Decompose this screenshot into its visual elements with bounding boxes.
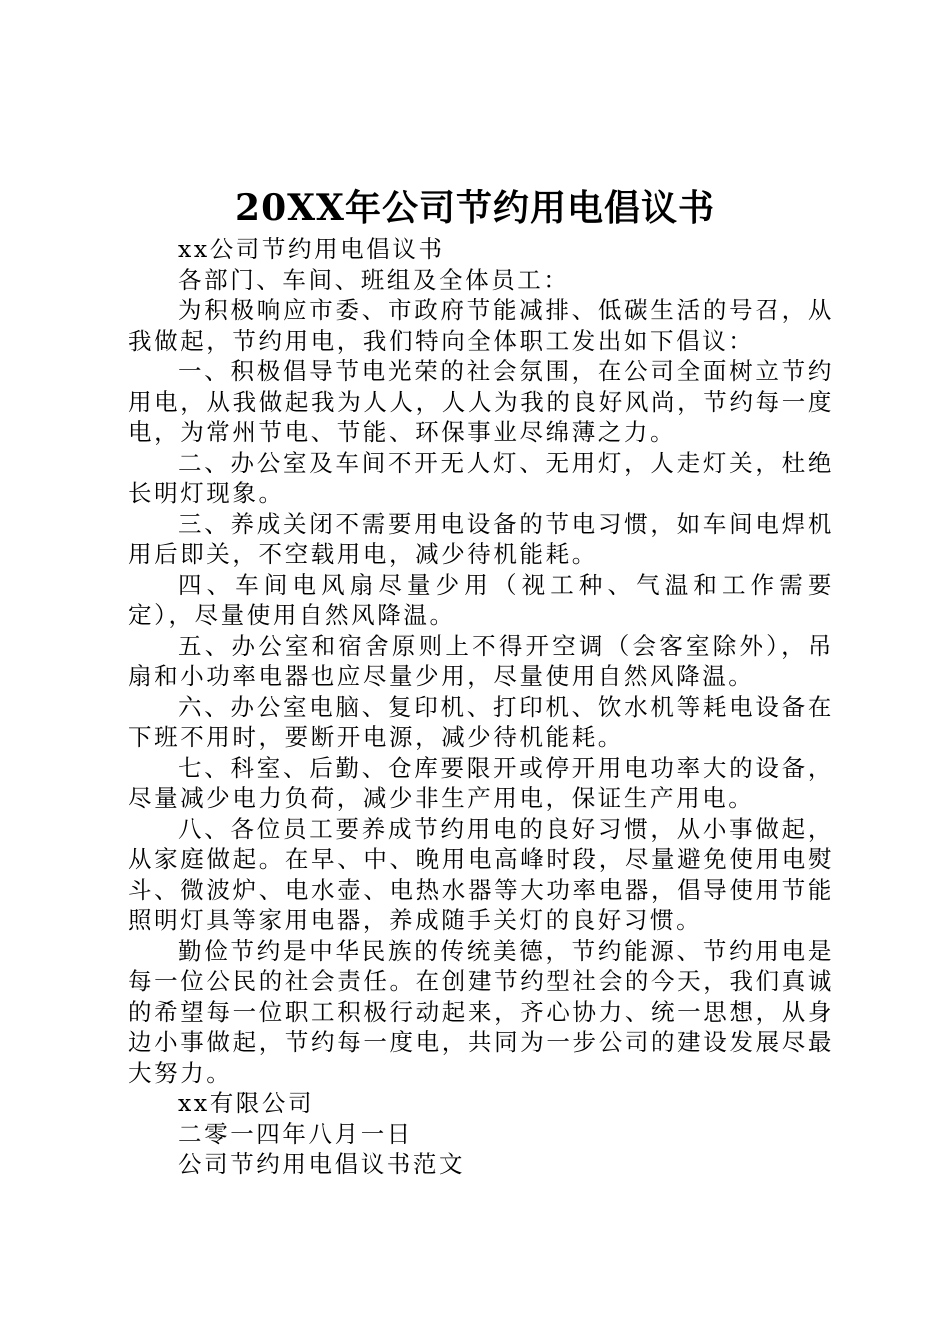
paragraph-sample-heading: 公司节约用电倡议书范文 <box>178 1150 466 1178</box>
document-title: 20XX年公司节约用电倡议书 <box>235 187 715 229</box>
paragraph-item-2: 二、办公室及车间不开无人灯、无用灯，人走灯关，杜绝长明灯现象。 <box>128 448 834 507</box>
paragraph-item-8: 八、各位员工要养成节约用电的良好习惯，从小事做起，从家庭做起。在早、中、晚用电高峰时段，尽量避免使用电熨斗、微波炉、电水壶、电热水器等大功率电器，倡导使用节能照明灯具等家用电器，养成随手关灯的良好习惯。 <box>128 814 834 934</box>
paragraph-salutation: 各部门、车间、班组及全体员工： <box>178 265 570 294</box>
paragraph-intro: 为积极响应市委、市政府节能减排、低碳生活的号召，从我做起，节约用电，我们特向全体职工发出如下倡议： <box>128 296 834 355</box>
paragraph-item-1: 一、积极倡导节电光荣的社会氛围，在公司全面树立节约用电，从我做起我为人人，人人为我的良好风尚，节约每一度电，为常州节电、节能、环保事业尽绵薄之力。 <box>128 357 834 446</box>
paragraph-item-7: 七、科室、后勤、仓库要限开或停开用电功率大的设备，尽量减少电力负荷，减少非生产用电，保证生产用电。 <box>128 753 834 812</box>
paragraph-item-3: 三、养成关闭不需要用电设备的节电习惯，如车间电焊机用后即关，不空载用电，减少待机能耗。 <box>128 509 834 568</box>
paragraph-item-4: 四、车间电风扇尽量少用（视工种、气温和工作需要定），尽量使用自然风降温。 <box>128 570 834 629</box>
paragraph-conclusion: 勤俭节约是中华民族的传统美德，节约能源、节约用电是每一位公民的社会责任。在创建节约型社会的今天，我们真诚的希望每一位职工积极行动起来，齐心协力、统一思想，从身边小事做起，节约每一度电，共同为一步公司的建设发展尽最大努力。 <box>128 936 834 1087</box>
paragraph-item-6: 六、办公室电脑、复印机、打印机、饮水机等耗电设备在下班不用时，要断开电源，减少待机能耗。 <box>128 692 834 751</box>
paragraph-item-5: 五、办公室和宿舍原则上不得开空调（会客室除外），吊扇和小功率电器也应尽量少用，尽量使用自然风降温。 <box>128 631 834 690</box>
signature-date: 二零一四年八月一日 <box>178 1119 413 1148</box>
document-body <box>128 234 834 1180</box>
paragraph-heading: xx公司节约用电倡议书 <box>178 235 445 263</box>
signature-company: xx有限公司 <box>178 1089 315 1117</box>
